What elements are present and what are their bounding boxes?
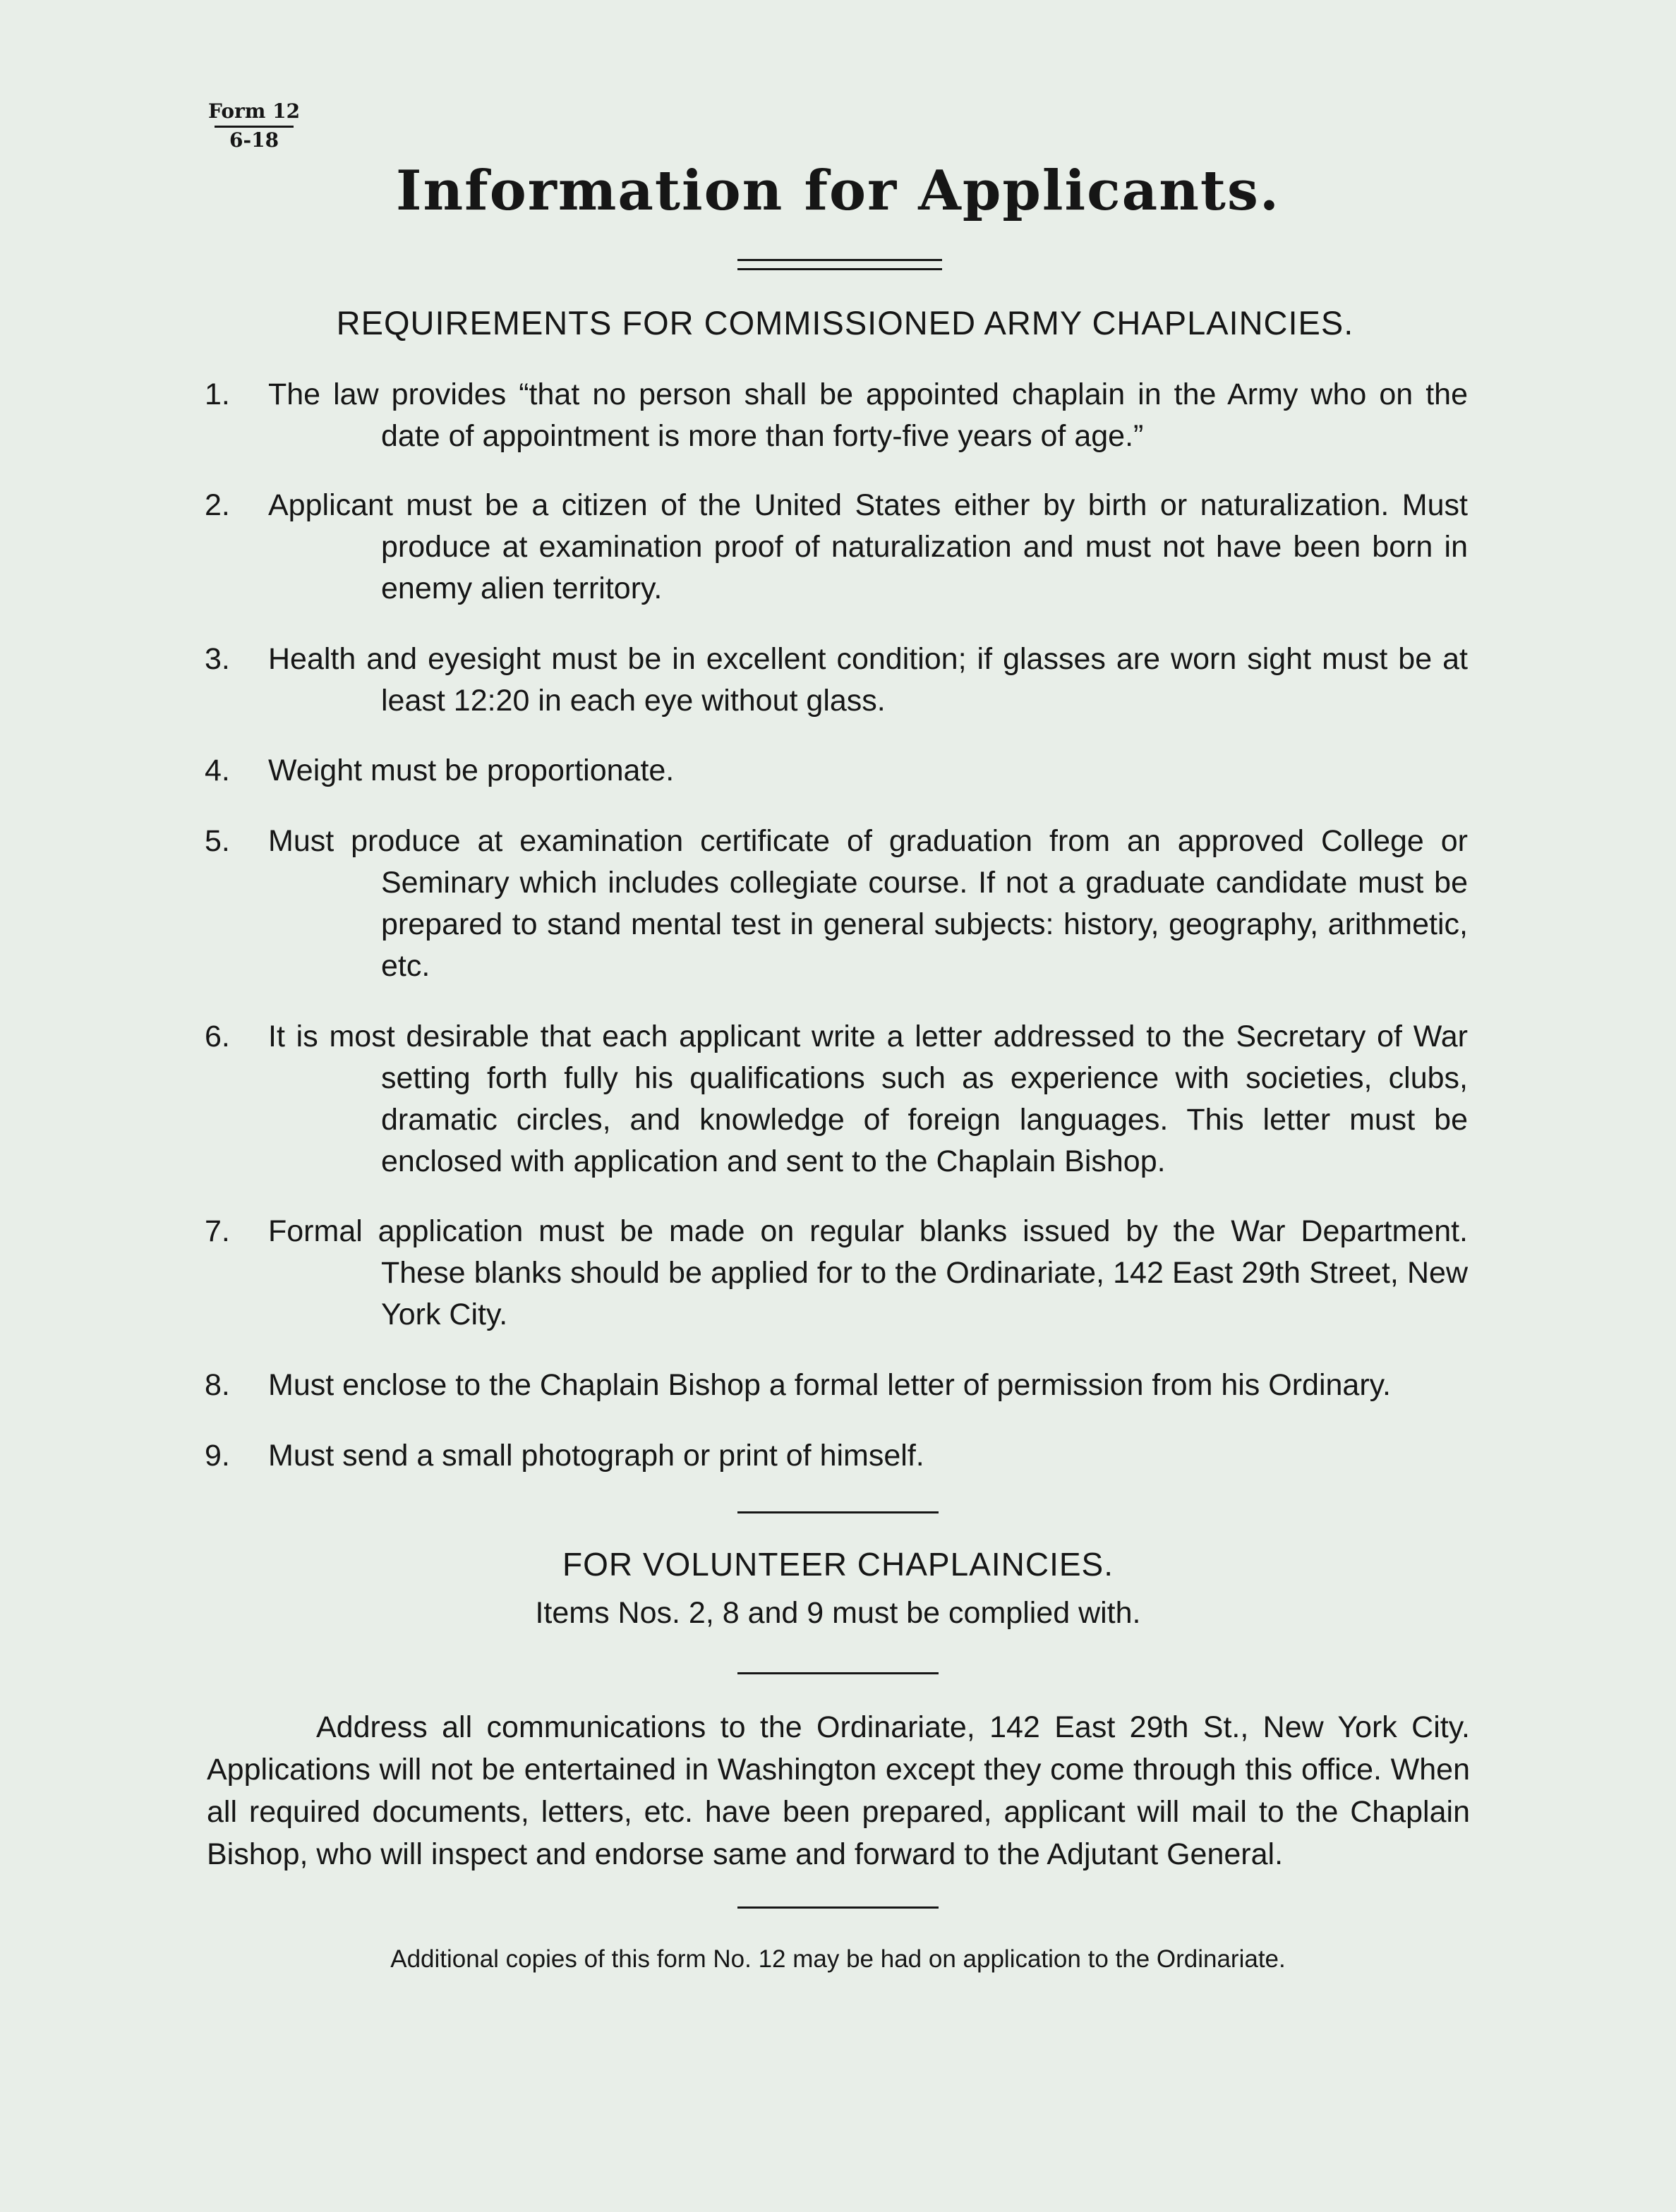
- item-text: Must produce at examination certificate of graduation from an approved College or Seminary which includes collegiate course. If not a graduate candidate must be prepared to stand mental test in general subjects: history, geography, arithmetic, etc.: [268, 824, 1468, 983]
- title-double-rule: [737, 259, 942, 270]
- requirement-item-4: [205, 750, 1468, 792]
- item-text: Must send a small photograph or print of himself.: [268, 1439, 924, 1473]
- footer-note: Additional copies of this form No. 12 may be had on application to the Ordinariate.: [390, 1945, 1286, 1973]
- requirement-item-3: [205, 639, 1468, 722]
- requirement-item-7: [205, 1211, 1468, 1336]
- item-number: 8.: [205, 1368, 230, 1402]
- requirement-item-9: [205, 1435, 1468, 1477]
- section-divider-1: [737, 1511, 939, 1513]
- item-text: The law provides “that no person shall be appointed chaplain in the Army who on the date of appointment is more than forty-five years of age.”: [268, 377, 1468, 453]
- volunteer-note: Items Nos. 2, 8 and 9 must be complied with.: [535, 1596, 1141, 1630]
- item-text: Applicant must be a citizen of the United States either by birth or naturalization. Must produce at examination proof of naturalization and must not have been born in enemy alien territory.: [268, 488, 1468, 605]
- requirement-item-8: [205, 1365, 1468, 1406]
- item-number: 7.: [205, 1214, 230, 1248]
- address-paragraph: Address all communications to the Ordinariate, 142 East 29th St., New York City. Applications will not be entertained in Washington except they come through this office. When all required documents, letters, etc. have been prepared, applicant will mail to the Chaplain Bishop, who will inspect and endorse same and forward to the Adjutant General.: [207, 1710, 1470, 1871]
- requirement-item-1: [205, 374, 1468, 457]
- item-number: 4.: [205, 754, 230, 787]
- item-number: 5.: [205, 824, 230, 858]
- item-number: 9.: [205, 1439, 230, 1473]
- volunteer-heading: FOR VOLUNTEER CHAPLAINCIES.: [562, 1546, 1114, 1583]
- page-title: Information for Applicants.: [395, 159, 1281, 223]
- section-divider-3: [737, 1906, 939, 1909]
- form-number-block: [208, 99, 300, 153]
- requirement-item-6: [205, 1016, 1468, 1183]
- section-divider-2: [737, 1672, 939, 1674]
- requirements-heading: REQUIREMENTS FOR COMMISSIONED ARMY CHAPLAINCIES.: [336, 304, 1354, 342]
- requirement-item-2: [205, 485, 1468, 610]
- form-number: Form 12: [208, 99, 301, 123]
- item-number: 2.: [205, 488, 230, 522]
- item-text: Formal application must be made on regular blanks issued by the War Department. These blanks should be applied for to the Ordinariate, 142 East 29th Street, New York City.: [268, 1214, 1468, 1331]
- item-number: 3.: [205, 642, 230, 676]
- item-number: 1.: [205, 377, 230, 411]
- item-text: Health and eyesight must be in excellent condition; if glasses are worn sight must be at least 12:20 in each eye without glass.: [268, 642, 1468, 718]
- item-number: 6.: [205, 1020, 230, 1053]
- item-text: Weight must be proportionate.: [268, 754, 675, 787]
- item-text: Must enclose to the Chaplain Bishop a formal letter of permission from his Ordinary.: [268, 1368, 1391, 1402]
- item-text: It is most desirable that each applicant write a letter addressed to the Secretary of War setting forth fully his qualifications such as experience with societies, clubs, dramatic circles, and knowledge of foreign languages. This letter must be enclosed with application and sent to the Chaplain Bishop.: [268, 1020, 1468, 1178]
- form-date: 6-18: [229, 128, 279, 152]
- requirement-item-5: [205, 821, 1468, 987]
